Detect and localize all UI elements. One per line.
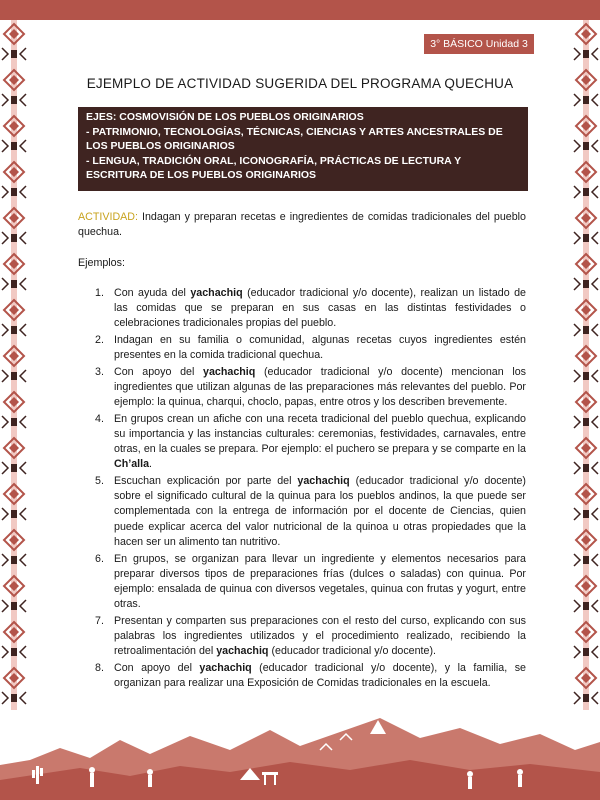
item-text: (educador tradicional y/o docente), realizan un listado de las comidas que se preparan en sus casas en las distintas festividades o celebraciones tradicionales propias del pueblo. [114,286,526,330]
list-item [78,614,526,660]
item-number: 7. [95,614,104,627]
item-bold: yachachiq [190,286,243,299]
item-text: Con apoyo del [114,365,204,378]
actividad-text: Indagan y preparan recetas e ingredientes de comidas tradicionales del pueblo quechua. [78,211,526,239]
list-item [78,412,526,473]
ejes-box [78,107,528,191]
item-text: (educador tradicional y/o docente). [268,645,437,658]
item-text: Con apoyo del [114,661,200,674]
ejes-line: - LENGUA, TRADICIÓN ORAL, ICONOGRAFÍA, PRÁCTICAS DE LECTURA Y ESCRITURA DE LOS PUEBLOS ORIGINARIOS [86,154,461,182]
item-text: Escuchan explicación por parte del [114,475,298,488]
item-bold: Ch’alla [114,458,150,471]
unit-tab: 3° BÁSICO Unidad 3 [424,34,534,54]
item-text: (educador tradicional y/o docente) mencionan los ingredientes que utilizan algunas de las preparaciones más relevantes del pueblo. Por ejemplo: la quinua, charqui, choclo, papas, entre otros y los describen brevemente. [114,365,526,409]
ejes-line: EJES: COSMOVISIÓN DE LOS PUEBLOS ORIGINARIOS [86,111,364,123]
list-item [78,333,526,363]
actividad-label: ACTIVIDAD: [78,211,138,223]
list-item [78,365,526,411]
list-item [78,552,526,613]
item-text: (educador tradicional y/o docente), y la familia, se organizan para realizar una Exposición de Comidas tradicionales en la escuela. [114,661,526,690]
item-text: En grupos, se organizan para llevar un ingrediente y elementos necesarios para preparar diversos tipos de preparaciones frías (dulces o saladas) con quinua. Por ejemplo: ensalada de quinua con diversos vegetales, quinua con frutas y yogurt, entre otras. [114,552,526,611]
ejemplos-label: Ejemplos: [78,257,125,270]
top-color-bar [0,0,600,20]
footer-landscape-illustration [0,710,600,800]
list-item [78,661,526,691]
item-number: 1. [95,286,104,299]
page-title: EJEMPLO DE ACTIVIDAD SUGERIDA DEL PROGRAMA QUECHUA [86,76,514,91]
item-number: 6. [95,552,104,565]
item-bold: yachachiq [203,365,256,378]
item-text: . [149,458,153,471]
item-bold: yachachiq [199,661,252,674]
list-item [78,286,526,332]
actividad-paragraph [78,210,526,240]
item-text: Con ayuda del [114,286,191,299]
list-item [78,474,526,550]
activity-content [78,210,526,693]
item-number: 4. [95,412,104,425]
item-number: 2. [95,333,104,346]
item-number: 3. [95,365,104,378]
left-andean-border [0,20,28,710]
item-bold: yachachiq [297,475,350,488]
item-number: 8. [95,661,104,674]
item-text: (educador tradicional y/o docente) sobre el significado cultural de la quinua para los pueblos andinos, la que puede ser complementada con la entrega de información por el docente de Ciencias, quien puede explicar acerca del valor nutricional de la quinoa u otras propiedades que la hacen ser un alimento tan nutritivo. [114,475,526,548]
item-number: 5. [95,475,104,488]
item-bold: yachachiq [216,645,269,658]
item-text: Presentan y comparten sus preparaciones con el resto del curso, explicando con sus palabras los ingredientes utilizados y el procedimiento realizado, recibiendo la retroalimentación del [114,614,526,658]
right-andean-border [572,20,600,710]
ejes-line: - PATRIMONIO, TECNOLOGÍAS, TÉCNICAS, CIENCIAS Y ARTES ANCESTRALES DE LOS PUEBLOS ORIGINARIOS [86,125,503,153]
item-text: Indagan en su familia o comunidad, algunas recetas cuyos ingredientes estén presentes en la comida tradicional quechua. [114,333,526,361]
examples-list [78,286,526,692]
item-text: En grupos crean un afiche con una receta tradicional del pueblo quechua, explicando su importancia y las instancias culturales: ceremonias, festividades, carnavales, entre otras, en la cuales se prepara. Por ejemplo: el puchero se prepara y se comparte en la [114,412,526,456]
